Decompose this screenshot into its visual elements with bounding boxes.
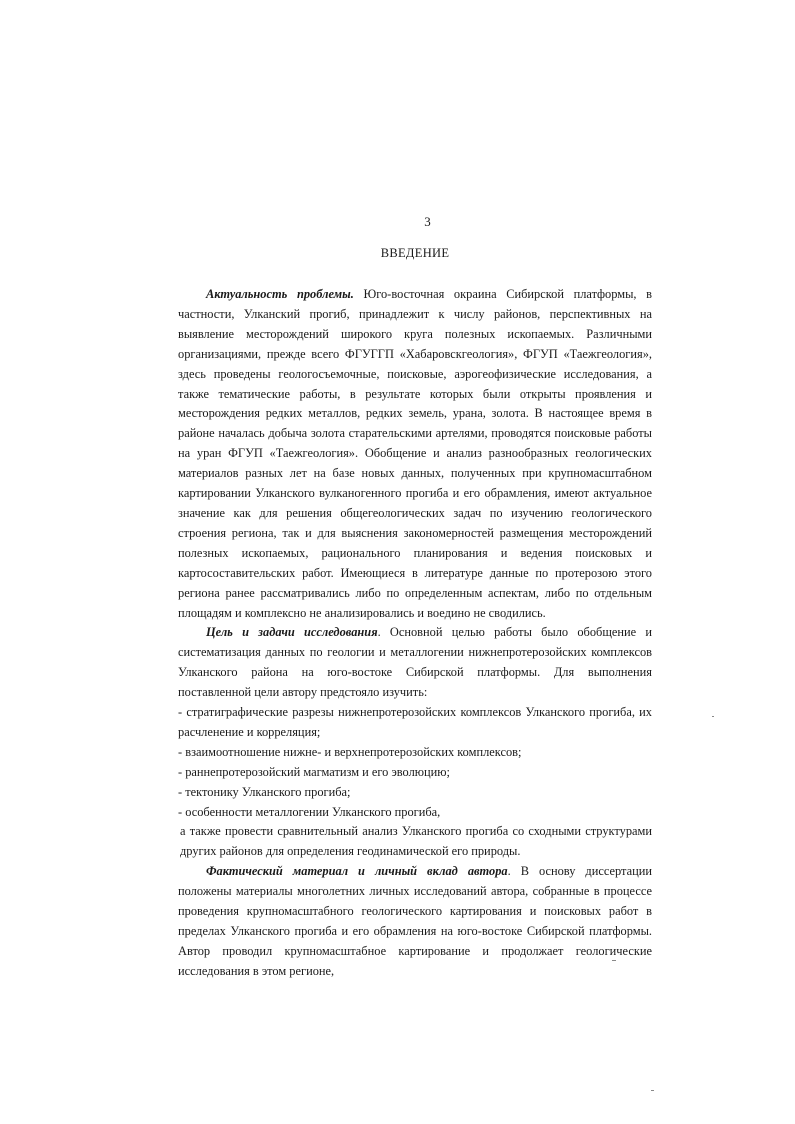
material-lead: Фактический материал и личный вклад автора (206, 864, 508, 879)
list-item: - особенности металлогении Улканского прогиба, (178, 804, 441, 819)
page-number: 3 (424, 214, 431, 229)
paragraph-goals (178, 623, 652, 703)
list-item: - взаимоотношение нижне- и верхнепротерозойских комплексов; (178, 744, 522, 759)
paragraph-goals-tail: а также провести сравнительный анализ Улканского прогиба со сходными структурами других районов для определения геодинамической его природы. (180, 824, 652, 859)
scan-speck (651, 1090, 654, 1091)
paragraph-relevance (178, 285, 652, 623)
list-item: - стратиграфические разрезы нижнепротерозойских комплексов Улканского прогиба, их расчленение и корреляция; (178, 705, 652, 739)
scan-speck (712, 716, 714, 717)
goals-lead: Цель и задачи исследования (206, 625, 378, 640)
scan-speck (612, 960, 616, 961)
goals-text: . Основной целью работы было обобщение и систематизация данных по геологии и металлогении нижнепротерозойских комплексов Улканского района на юго-востоке Сибирской платформы. Для выполнения поставленной цели автору предстояло изучить: (178, 625, 652, 700)
relevance-text: Юго-восточная окраина Сибирской платформы, в частности, Улканский прогиб, принадлежит к числу районов, перспективных на выявление месторождений широкого круга полезных ископаемых. Различными организациями, прежде всего ФГУГГП «Хабаровскгеология», ФГУП «Таежгеология», здесь проведены геологосъемочные, поисковые, аэрогеофизические исследования, а также тематические работы, в результате которых были открыты проявления и месторождения редких металлов, редких земель, урана, золота. В настоящее время в районе началась добыча золота старательскими артелями, проводятся поисковые работы на уран ФГУП «Таежгеология». Обобщение и анализ разнообразных геологических материалов разных лет на базе новых данных, полученных при крупномасштабном картировании Улканского вулканогенного прогиба и его обрамления, имеют актуальное значение как для решения общегеологических задач по изучению геологического строения региона, так и для выяснения закономерностей размещения месторождений полезных ископаемых, рационального планирования и ведения поисковых и картосоставительских работ. Имеющиеся в литературе данные по протерозою этого региона ранее рассматривались либо по определенным аспектам, либо по отдельным площадям и комплексно не анализировались и воедино не сводились. (178, 287, 652, 620)
body-text (178, 285, 652, 982)
paragraph-material (178, 862, 652, 981)
list-item: - тектонику Улканского прогиба; (178, 784, 351, 799)
section-title: ВВЕДЕНИЕ (380, 246, 450, 260)
list-item: - раннепротерозойский магматизм и его эволюцию; (178, 764, 450, 779)
material-text: . В основу диссертации положены материалы многолетних личных исследований автора, собранные в процессе проведения крупномасштабного геологического картирования и поисковых работ в пределах Улканского прогиба и его обрамления на юго-востоке Сибирской платформы. Автор проводил крупномасштабное картирование и продолжает геологические исследования в этом регионе, (178, 864, 652, 978)
relevance-lead: Актуальность проблемы. (206, 287, 354, 301)
